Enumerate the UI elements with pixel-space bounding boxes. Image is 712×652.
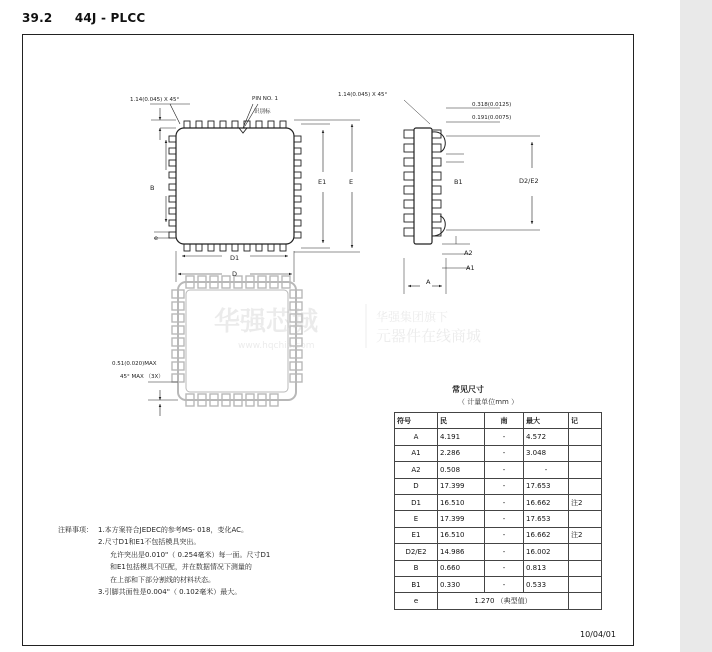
table-row: [395, 560, 602, 576]
cell-note: [569, 560, 602, 576]
cell-max: 3.048: [524, 445, 569, 461]
cell-note: 注2: [569, 494, 602, 510]
cell-symbol: e: [395, 593, 438, 609]
cell-note: [569, 429, 602, 445]
cell-symbol: D2/E2: [395, 544, 438, 560]
cell-symbol: B: [395, 560, 438, 576]
label-A: A: [426, 278, 431, 286]
label-chamfer-side: 1.14(0.045) X 45°: [338, 92, 388, 98]
note-2d: 在上部和下部分割线的材料状态。: [110, 575, 215, 584]
section-number: 39.2: [22, 11, 53, 25]
top-view-leads-left: [169, 136, 176, 238]
cell-symbol: E: [395, 511, 438, 527]
cell-nom: -: [485, 429, 524, 445]
cell-max: 4.572: [524, 429, 569, 445]
header-symbol: 符号: [395, 413, 438, 429]
cell-min: 16.510: [438, 527, 485, 543]
dimension-table: [394, 412, 602, 610]
label-D1: D1: [230, 254, 240, 262]
cell-nom: -: [485, 576, 524, 592]
cell-min: 0.660: [438, 560, 485, 576]
cell-min: 4.191: [438, 429, 485, 445]
top-view: [150, 104, 360, 282]
label-identifier: 识别标: [254, 109, 271, 115]
label-dim-0318: 0.318(0.0125): [472, 102, 512, 108]
notes-block: [58, 524, 270, 598]
cell-note: [569, 576, 602, 592]
label-e: e: [154, 234, 158, 242]
header-nom: 南: [485, 413, 524, 429]
label-D2E2: D2/E2: [519, 177, 539, 185]
cell-note: 注2: [569, 527, 602, 543]
cell-symbol: D: [395, 478, 438, 494]
cell-symbol: B1: [395, 576, 438, 592]
cell-symbol: A2: [395, 462, 438, 478]
header-note: 记: [569, 413, 602, 429]
label-pin-no: PIN NO. 1: [252, 96, 279, 102]
table-row: [395, 478, 602, 494]
cell-nom: -: [485, 478, 524, 494]
label-dim-0191: 0.191(0.0075): [472, 115, 512, 121]
table-title: 常见尺寸: [452, 385, 484, 394]
cell-note: [569, 593, 602, 609]
cell-nom: -: [485, 544, 524, 560]
label-max-radius: 0.51(0.020)MAX: [112, 361, 157, 367]
top-view-leads-bottom: [184, 244, 286, 251]
top-view-leads-right: [294, 136, 301, 238]
label-E1: E1: [318, 178, 327, 186]
notes-label: 注释事项：: [58, 526, 93, 534]
label-max-chamfer: 45° MAX （3X）: [120, 374, 164, 380]
cell-min: 2.286: [438, 445, 485, 461]
table-row: [395, 511, 602, 527]
table-unit: （ 计量单位mm ）: [458, 398, 519, 406]
cell-max: 16.662: [524, 527, 569, 543]
cell-max: 0.533: [524, 576, 569, 592]
label-A2: A2: [464, 249, 473, 257]
cell-nom: -: [485, 560, 524, 576]
cell-nom: -: [485, 494, 524, 510]
cell-max: 16.002: [524, 544, 569, 560]
side-view-leads: [404, 130, 441, 236]
table-row: [395, 445, 602, 461]
cell-min: 17.399: [438, 511, 485, 527]
table-row-typical: [395, 593, 602, 609]
revision-date: 10/04/01: [580, 630, 616, 639]
label-D: D: [232, 270, 238, 278]
note-line-1: [58, 524, 270, 536]
cell-max: 0.813: [524, 560, 569, 576]
note-3: 3.引脚共面性是0.004"（ 0.102毫米）最大。: [98, 588, 242, 597]
cell-nom: -: [485, 445, 524, 461]
cell-max: 17.653: [524, 478, 569, 494]
cell-note: [569, 511, 602, 527]
header-min: 民: [438, 413, 485, 429]
cell-min: 16.510: [438, 494, 485, 510]
cell-min: 17.399: [438, 478, 485, 494]
cell-symbol: E1: [395, 527, 438, 543]
label-A1: A1: [466, 264, 475, 272]
cell-nom: -: [485, 511, 524, 527]
label-B: B: [150, 184, 155, 192]
cell-max: 16.662: [524, 494, 569, 510]
cell-nom: -: [485, 527, 524, 543]
cell-min: 0.330: [438, 576, 485, 592]
label-B1: B1: [454, 178, 463, 186]
table-header-row: [395, 413, 602, 429]
watermark: [214, 304, 481, 351]
label-E: E: [349, 178, 354, 186]
label-chamfer-top: 1.14(0.045) X 45°: [130, 97, 180, 103]
table-row: [395, 494, 602, 510]
cell-note: [569, 544, 602, 560]
watermark-line1: 华强集团旗下: [376, 310, 449, 324]
section-title: 44J - PLCC: [74, 11, 146, 25]
note-2: 2.尺寸D1和E1不包括模具突出。: [98, 538, 201, 547]
cell-symbol: A1: [395, 445, 438, 461]
cell-symbol: A: [395, 429, 438, 445]
cell-nom: -: [485, 462, 524, 478]
cell-max: -: [524, 462, 569, 478]
cell-note: [569, 445, 602, 461]
top-view-leads-top: [184, 121, 286, 128]
watermark-url: www.hqchip.com: [238, 341, 315, 351]
cell-max: 17.653: [524, 511, 569, 527]
watermark-brand: 华强芯城: [214, 307, 319, 337]
cell-typical-value: 1.270 （典型值）: [438, 593, 569, 609]
table-row: [395, 527, 602, 543]
note-2c: 和E1包括模具不匹配，并在数据情况下测量的: [110, 563, 252, 572]
note-1: 1.本方案符合JEDEC的参考MS- 018，变化AC。: [98, 526, 249, 534]
table-row: [395, 544, 602, 560]
header-max: 最大: [524, 413, 569, 429]
note-2b: 允许突出是0.010"（ 0.254毫米）每一面。尺寸D1: [110, 550, 271, 559]
cell-min: 14.986: [438, 544, 485, 560]
cell-min: 0.508: [438, 462, 485, 478]
cell-note: [569, 478, 602, 494]
table-row: [395, 462, 602, 478]
watermark-line2: 元器件在线商城: [376, 327, 482, 345]
cell-symbol: D1: [395, 494, 438, 510]
pin1-marker: [239, 128, 247, 133]
table-row: [395, 429, 602, 445]
cell-note: [569, 462, 602, 478]
table-row: [395, 576, 602, 592]
